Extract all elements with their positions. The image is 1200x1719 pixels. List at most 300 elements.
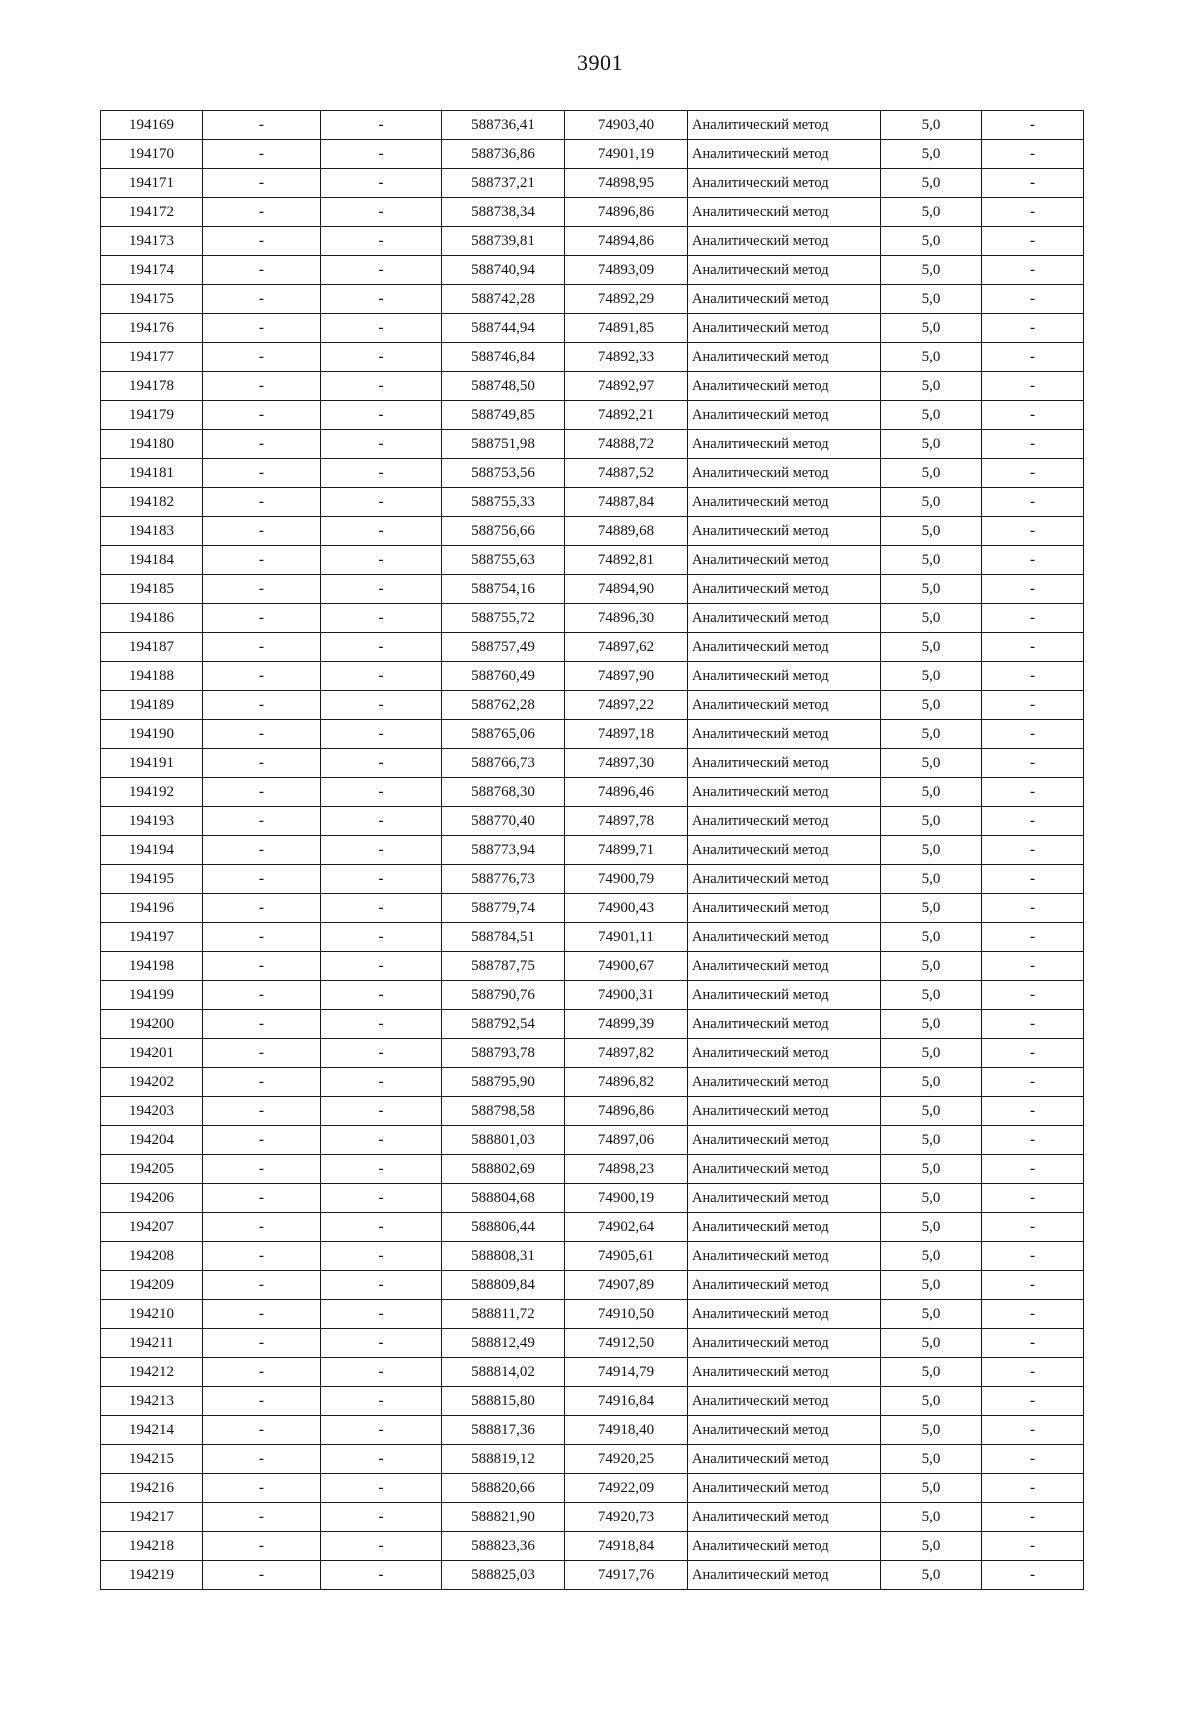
x-coordinate-cell: 588742,28 [442, 285, 565, 314]
dash-cell: - [203, 1329, 321, 1358]
y-coordinate-cell: 74918,40 [565, 1416, 688, 1445]
point-number-cell: 194179 [101, 401, 203, 430]
accuracy-cell: 5,0 [881, 546, 982, 575]
table-row [101, 575, 1084, 604]
y-coordinate-cell: 74897,62 [565, 633, 688, 662]
x-coordinate-cell: 588821,90 [442, 1503, 565, 1532]
table-row [101, 1358, 1084, 1387]
dash-cell: - [982, 546, 1084, 575]
dash-cell: - [203, 256, 321, 285]
x-coordinate-cell: 588773,94 [442, 836, 565, 865]
dash-cell: - [321, 227, 442, 256]
table-row [101, 372, 1084, 401]
dash-cell: - [203, 198, 321, 227]
method-cell: Аналитический метод [688, 140, 881, 169]
point-number-cell: 194175 [101, 285, 203, 314]
coordinates-table [100, 110, 1084, 1590]
dash-cell: - [321, 1010, 442, 1039]
method-cell: Аналитический метод [688, 1155, 881, 1184]
accuracy-cell: 5,0 [881, 1358, 982, 1387]
accuracy-cell: 5,0 [881, 314, 982, 343]
dash-cell: - [321, 1445, 442, 1474]
dash-cell: - [321, 952, 442, 981]
method-cell: Аналитический метод [688, 1213, 881, 1242]
dash-cell: - [203, 1387, 321, 1416]
y-coordinate-cell: 74897,78 [565, 807, 688, 836]
x-coordinate-cell: 588765,06 [442, 720, 565, 749]
point-number-cell: 194203 [101, 1097, 203, 1126]
point-number-cell: 194208 [101, 1242, 203, 1271]
y-coordinate-cell: 74896,86 [565, 1097, 688, 1126]
dash-cell: - [203, 1010, 321, 1039]
table-row [101, 1039, 1084, 1068]
x-coordinate-cell: 588762,28 [442, 691, 565, 720]
table-row [101, 256, 1084, 285]
dash-cell: - [203, 1474, 321, 1503]
dash-cell: - [982, 691, 1084, 720]
y-coordinate-cell: 74887,52 [565, 459, 688, 488]
method-cell: Аналитический метод [688, 169, 881, 198]
accuracy-cell: 5,0 [881, 952, 982, 981]
accuracy-cell: 5,0 [881, 981, 982, 1010]
x-coordinate-cell: 588804,68 [442, 1184, 565, 1213]
method-cell: Аналитический метод [688, 401, 881, 430]
dash-cell: - [982, 140, 1084, 169]
accuracy-cell: 5,0 [881, 1300, 982, 1329]
method-cell: Аналитический метод [688, 1561, 881, 1590]
table-row [101, 517, 1084, 546]
dash-cell: - [982, 1242, 1084, 1271]
point-number-cell: 194209 [101, 1271, 203, 1300]
dash-cell: - [203, 604, 321, 633]
method-cell: Аналитический метод [688, 720, 881, 749]
dash-cell: - [321, 807, 442, 836]
y-coordinate-cell: 74892,21 [565, 401, 688, 430]
method-cell: Аналитический метод [688, 1010, 881, 1039]
dash-cell: - [982, 1358, 1084, 1387]
x-coordinate-cell: 588760,49 [442, 662, 565, 691]
point-number-cell: 194182 [101, 488, 203, 517]
dash-cell: - [321, 1213, 442, 1242]
table-row [101, 1126, 1084, 1155]
dash-cell: - [203, 459, 321, 488]
y-coordinate-cell: 74912,50 [565, 1329, 688, 1358]
point-number-cell: 194188 [101, 662, 203, 691]
method-cell: Аналитический метод [688, 1532, 881, 1561]
point-number-cell: 194187 [101, 633, 203, 662]
accuracy-cell: 5,0 [881, 662, 982, 691]
table-row [101, 430, 1084, 459]
table-row [101, 981, 1084, 1010]
dash-cell: - [321, 1068, 442, 1097]
dash-cell: - [321, 923, 442, 952]
table-row [101, 1416, 1084, 1445]
dash-cell: - [203, 1445, 321, 1474]
dash-cell: - [321, 488, 442, 517]
x-coordinate-cell: 588790,76 [442, 981, 565, 1010]
y-coordinate-cell: 74910,50 [565, 1300, 688, 1329]
y-coordinate-cell: 74894,90 [565, 575, 688, 604]
dash-cell: - [203, 1271, 321, 1300]
x-coordinate-cell: 588812,49 [442, 1329, 565, 1358]
dash-cell: - [203, 1503, 321, 1532]
method-cell: Аналитический метод [688, 198, 881, 227]
method-cell: Аналитический метод [688, 691, 881, 720]
method-cell: Аналитический метод [688, 1242, 881, 1271]
dash-cell: - [203, 662, 321, 691]
dash-cell: - [203, 314, 321, 343]
table-row [101, 749, 1084, 778]
accuracy-cell: 5,0 [881, 604, 982, 633]
table-row [101, 923, 1084, 952]
x-coordinate-cell: 588736,41 [442, 111, 565, 140]
dash-cell: - [982, 894, 1084, 923]
dash-cell: - [203, 227, 321, 256]
point-number-cell: 194185 [101, 575, 203, 604]
x-coordinate-cell: 588755,63 [442, 546, 565, 575]
point-number-cell: 194210 [101, 1300, 203, 1329]
dash-cell: - [203, 894, 321, 923]
dash-cell: - [982, 1010, 1084, 1039]
dash-cell: - [982, 923, 1084, 952]
dash-cell: - [321, 546, 442, 575]
y-coordinate-cell: 74892,97 [565, 372, 688, 401]
dash-cell: - [203, 1532, 321, 1561]
y-coordinate-cell: 74891,85 [565, 314, 688, 343]
method-cell: Аналитический метод [688, 256, 881, 285]
point-number-cell: 194170 [101, 140, 203, 169]
accuracy-cell: 5,0 [881, 749, 982, 778]
dash-cell: - [203, 575, 321, 604]
method-cell: Аналитический метод [688, 575, 881, 604]
y-coordinate-cell: 74900,31 [565, 981, 688, 1010]
dash-cell: - [321, 1474, 442, 1503]
dash-cell: - [321, 633, 442, 662]
method-cell: Аналитический метод [688, 285, 881, 314]
x-coordinate-cell: 588746,84 [442, 343, 565, 372]
method-cell: Аналитический метод [688, 1068, 881, 1097]
x-coordinate-cell: 588817,36 [442, 1416, 565, 1445]
table-row [101, 314, 1084, 343]
accuracy-cell: 5,0 [881, 720, 982, 749]
dash-cell: - [982, 807, 1084, 836]
accuracy-cell: 5,0 [881, 1184, 982, 1213]
point-number-cell: 194199 [101, 981, 203, 1010]
x-coordinate-cell: 588766,73 [442, 749, 565, 778]
dash-cell: - [982, 1503, 1084, 1532]
point-number-cell: 194213 [101, 1387, 203, 1416]
table-row [101, 169, 1084, 198]
point-number-cell: 194169 [101, 111, 203, 140]
table-row [101, 952, 1084, 981]
table-row [101, 1155, 1084, 1184]
y-coordinate-cell: 74900,67 [565, 952, 688, 981]
y-coordinate-cell: 74914,79 [565, 1358, 688, 1387]
accuracy-cell: 5,0 [881, 169, 982, 198]
dash-cell: - [321, 1184, 442, 1213]
point-number-cell: 194195 [101, 865, 203, 894]
point-number-cell: 194214 [101, 1416, 203, 1445]
dash-cell: - [982, 1068, 1084, 1097]
x-coordinate-cell: 588819,12 [442, 1445, 565, 1474]
table-row [101, 1010, 1084, 1039]
accuracy-cell: 5,0 [881, 227, 982, 256]
point-number-cell: 194178 [101, 372, 203, 401]
dash-cell: - [982, 488, 1084, 517]
y-coordinate-cell: 74918,84 [565, 1532, 688, 1561]
x-coordinate-cell: 588793,78 [442, 1039, 565, 1068]
accuracy-cell: 5,0 [881, 894, 982, 923]
dash-cell: - [982, 575, 1084, 604]
dash-cell: - [982, 227, 1084, 256]
y-coordinate-cell: 74905,61 [565, 1242, 688, 1271]
y-coordinate-cell: 74897,06 [565, 1126, 688, 1155]
point-number-cell: 194212 [101, 1358, 203, 1387]
method-cell: Аналитический метод [688, 372, 881, 401]
dash-cell: - [982, 1184, 1084, 1213]
dash-cell: - [321, 111, 442, 140]
table-row [101, 1561, 1084, 1590]
dash-cell: - [982, 459, 1084, 488]
point-number-cell: 194217 [101, 1503, 203, 1532]
x-coordinate-cell: 588776,73 [442, 865, 565, 894]
accuracy-cell: 5,0 [881, 923, 982, 952]
accuracy-cell: 5,0 [881, 691, 982, 720]
method-cell: Аналитический метод [688, 517, 881, 546]
point-number-cell: 194194 [101, 836, 203, 865]
x-coordinate-cell: 588754,16 [442, 575, 565, 604]
method-cell: Аналитический метод [688, 1329, 881, 1358]
point-number-cell: 194207 [101, 1213, 203, 1242]
dash-cell: - [203, 372, 321, 401]
dash-cell: - [982, 1474, 1084, 1503]
dash-cell: - [982, 1329, 1084, 1358]
point-number-cell: 194177 [101, 343, 203, 372]
method-cell: Аналитический метод [688, 662, 881, 691]
x-coordinate-cell: 588736,86 [442, 140, 565, 169]
y-coordinate-cell: 74897,82 [565, 1039, 688, 1068]
dash-cell: - [982, 1445, 1084, 1474]
accuracy-cell: 5,0 [881, 111, 982, 140]
dash-cell: - [203, 1300, 321, 1329]
x-coordinate-cell: 588755,33 [442, 488, 565, 517]
y-coordinate-cell: 74892,29 [565, 285, 688, 314]
point-number-cell: 194173 [101, 227, 203, 256]
method-cell: Аналитический метод [688, 1039, 881, 1068]
accuracy-cell: 5,0 [881, 1126, 982, 1155]
table-row [101, 662, 1084, 691]
x-coordinate-cell: 588806,44 [442, 1213, 565, 1242]
method-cell: Аналитический метод [688, 1184, 881, 1213]
method-cell: Аналитический метод [688, 546, 881, 575]
dash-cell: - [982, 430, 1084, 459]
accuracy-cell: 5,0 [881, 1242, 982, 1271]
dash-cell: - [982, 1126, 1084, 1155]
dash-cell: - [321, 314, 442, 343]
point-number-cell: 194211 [101, 1329, 203, 1358]
dash-cell: - [982, 633, 1084, 662]
dash-cell: - [321, 1039, 442, 1068]
y-coordinate-cell: 74892,33 [565, 343, 688, 372]
table-row [101, 488, 1084, 517]
table-row [101, 1242, 1084, 1271]
accuracy-cell: 5,0 [881, 140, 982, 169]
dash-cell: - [321, 749, 442, 778]
y-coordinate-cell: 74920,73 [565, 1503, 688, 1532]
dash-cell: - [982, 1532, 1084, 1561]
table-row [101, 1271, 1084, 1300]
point-number-cell: 194206 [101, 1184, 203, 1213]
accuracy-cell: 5,0 [881, 1329, 982, 1358]
point-number-cell: 194180 [101, 430, 203, 459]
x-coordinate-cell: 588823,36 [442, 1532, 565, 1561]
dash-cell: - [982, 285, 1084, 314]
accuracy-cell: 5,0 [881, 778, 982, 807]
method-cell: Аналитический метод [688, 111, 881, 140]
method-cell: Аналитический метод [688, 778, 881, 807]
accuracy-cell: 5,0 [881, 865, 982, 894]
point-number-cell: 194183 [101, 517, 203, 546]
method-cell: Аналитический метод [688, 952, 881, 981]
x-coordinate-cell: 588744,94 [442, 314, 565, 343]
accuracy-cell: 5,0 [881, 1010, 982, 1039]
x-coordinate-cell: 588784,51 [442, 923, 565, 952]
accuracy-cell: 5,0 [881, 575, 982, 604]
x-coordinate-cell: 588814,02 [442, 1358, 565, 1387]
dash-cell: - [982, 1416, 1084, 1445]
y-coordinate-cell: 74897,90 [565, 662, 688, 691]
x-coordinate-cell: 588748,50 [442, 372, 565, 401]
dash-cell: - [321, 1126, 442, 1155]
y-coordinate-cell: 74899,71 [565, 836, 688, 865]
dash-cell: - [203, 1155, 321, 1184]
accuracy-cell: 5,0 [881, 343, 982, 372]
method-cell: Аналитический метод [688, 343, 881, 372]
x-coordinate-cell: 588802,69 [442, 1155, 565, 1184]
point-number-cell: 194218 [101, 1532, 203, 1561]
dash-cell: - [321, 836, 442, 865]
dash-cell: - [321, 430, 442, 459]
dash-cell: - [321, 604, 442, 633]
dash-cell: - [321, 343, 442, 372]
dash-cell: - [203, 1561, 321, 1590]
y-coordinate-cell: 74897,22 [565, 691, 688, 720]
method-cell: Аналитический метод [688, 807, 881, 836]
dash-cell: - [982, 952, 1084, 981]
x-coordinate-cell: 588815,80 [442, 1387, 565, 1416]
method-cell: Аналитический метод [688, 1126, 881, 1155]
dash-cell: - [203, 952, 321, 981]
y-coordinate-cell: 74901,11 [565, 923, 688, 952]
point-number-cell: 194172 [101, 198, 203, 227]
table-row [101, 1068, 1084, 1097]
dash-cell: - [982, 314, 1084, 343]
accuracy-cell: 5,0 [881, 1271, 982, 1300]
dash-cell: - [982, 169, 1084, 198]
accuracy-cell: 5,0 [881, 1445, 982, 1474]
accuracy-cell: 5,0 [881, 430, 982, 459]
accuracy-cell: 5,0 [881, 198, 982, 227]
accuracy-cell: 5,0 [881, 1387, 982, 1416]
point-number-cell: 194205 [101, 1155, 203, 1184]
x-coordinate-cell: 588798,58 [442, 1097, 565, 1126]
x-coordinate-cell: 588768,30 [442, 778, 565, 807]
dash-cell: - [203, 1213, 321, 1242]
accuracy-cell: 5,0 [881, 1561, 982, 1590]
x-coordinate-cell: 588755,72 [442, 604, 565, 633]
x-coordinate-cell: 588820,66 [442, 1474, 565, 1503]
dash-cell: - [982, 720, 1084, 749]
point-number-cell: 194190 [101, 720, 203, 749]
y-coordinate-cell: 74893,09 [565, 256, 688, 285]
dash-cell: - [321, 198, 442, 227]
method-cell: Аналитический метод [688, 836, 881, 865]
dash-cell: - [203, 749, 321, 778]
table-row [101, 546, 1084, 575]
dash-cell: - [203, 111, 321, 140]
method-cell: Аналитический метод [688, 749, 881, 778]
dash-cell: - [203, 430, 321, 459]
point-number-cell: 194176 [101, 314, 203, 343]
table-row [101, 285, 1084, 314]
dash-cell: - [321, 1155, 442, 1184]
dash-cell: - [203, 140, 321, 169]
method-cell: Аналитический метод [688, 1503, 881, 1532]
y-coordinate-cell: 74896,82 [565, 1068, 688, 1097]
y-coordinate-cell: 74900,79 [565, 865, 688, 894]
dash-cell: - [203, 169, 321, 198]
y-coordinate-cell: 74889,68 [565, 517, 688, 546]
dash-cell: - [203, 546, 321, 575]
dash-cell: - [203, 1097, 321, 1126]
table-row [101, 198, 1084, 227]
point-number-cell: 194193 [101, 807, 203, 836]
dash-cell: - [982, 981, 1084, 1010]
dash-cell: - [321, 1358, 442, 1387]
dash-cell: - [982, 749, 1084, 778]
dash-cell: - [203, 517, 321, 546]
dash-cell: - [203, 1358, 321, 1387]
method-cell: Аналитический метод [688, 1358, 881, 1387]
dash-cell: - [203, 1068, 321, 1097]
table-row [101, 1329, 1084, 1358]
dash-cell: - [982, 198, 1084, 227]
dash-cell: - [982, 662, 1084, 691]
table-row [101, 140, 1084, 169]
dash-cell: - [321, 720, 442, 749]
dash-cell: - [982, 1561, 1084, 1590]
x-coordinate-cell: 588753,56 [442, 459, 565, 488]
accuracy-cell: 5,0 [881, 1532, 982, 1561]
accuracy-cell: 5,0 [881, 1097, 982, 1126]
table-row [101, 604, 1084, 633]
x-coordinate-cell: 588795,90 [442, 1068, 565, 1097]
point-number-cell: 194186 [101, 604, 203, 633]
x-coordinate-cell: 588751,98 [442, 430, 565, 459]
method-cell: Аналитический метод [688, 1445, 881, 1474]
dash-cell: - [203, 720, 321, 749]
page-number: 3901 [577, 50, 623, 75]
accuracy-cell: 5,0 [881, 1213, 982, 1242]
table-row [101, 1503, 1084, 1532]
x-coordinate-cell: 588792,54 [442, 1010, 565, 1039]
method-cell: Аналитический метод [688, 430, 881, 459]
accuracy-cell: 5,0 [881, 401, 982, 430]
accuracy-cell: 5,0 [881, 1503, 982, 1532]
method-cell: Аналитический метод [688, 314, 881, 343]
y-coordinate-cell: 74887,84 [565, 488, 688, 517]
y-coordinate-cell: 74896,46 [565, 778, 688, 807]
